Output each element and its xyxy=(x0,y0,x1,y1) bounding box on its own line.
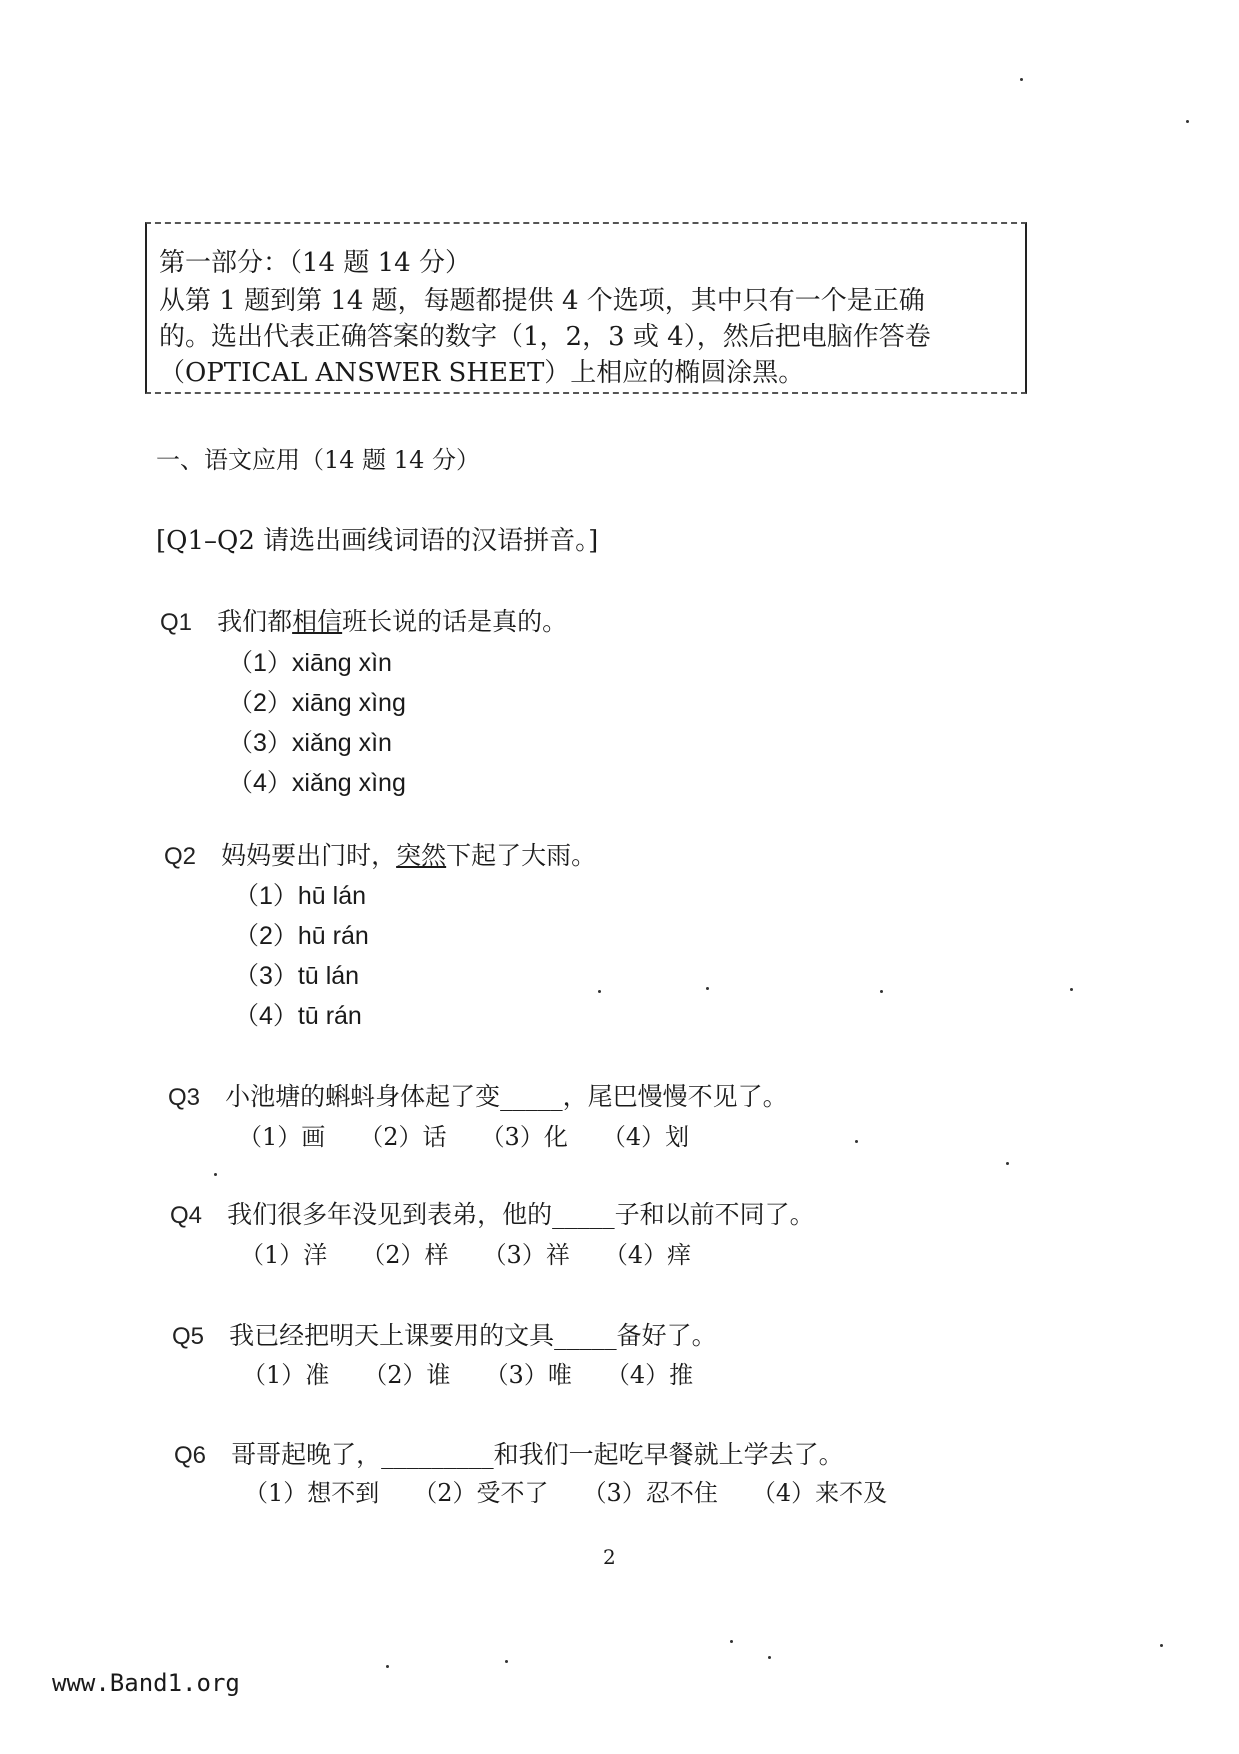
question-q6 xyxy=(174,1435,844,1471)
option: （2）受不了 xyxy=(413,1479,549,1507)
underlined-word: 突然 xyxy=(396,841,447,870)
question-number: Q3 xyxy=(168,1084,201,1111)
option: （1）xiāng xìn xyxy=(228,649,392,677)
speck xyxy=(730,1640,733,1643)
speck xyxy=(1020,78,1023,81)
speck xyxy=(505,1660,508,1663)
instruction-line: （OPTICAL ANSWER SHEET）上相应的椭圆涂黑。 xyxy=(159,358,805,388)
question-text-before: 我们都 xyxy=(217,607,293,636)
question-number: Q4 xyxy=(170,1202,203,1229)
question-number: Q6 xyxy=(174,1442,207,1469)
speck xyxy=(1160,1644,1163,1647)
option: （1）画 xyxy=(238,1123,326,1151)
section-title: 一、语文应用（14 题 14 分） xyxy=(156,446,480,474)
speck xyxy=(1070,988,1073,991)
option: （1）想不到 xyxy=(244,1479,380,1507)
speck xyxy=(214,1173,217,1176)
speck xyxy=(1186,120,1189,123)
page-number: 2 xyxy=(603,1545,616,1569)
question-text: 小池塘的蝌蚪身体起了变_____，尾巴慢慢不见了。 xyxy=(225,1082,788,1111)
option: （3）忍不住 xyxy=(582,1479,718,1507)
speck xyxy=(598,990,601,993)
option: （1）hū lán xyxy=(234,882,367,910)
question-q3 xyxy=(168,1077,788,1113)
speck xyxy=(768,1656,771,1659)
option: （2）xiāng xìng xyxy=(228,689,406,717)
question-text-after: 班长说的话是真的。 xyxy=(342,607,568,636)
question-number: Q5 xyxy=(172,1323,205,1350)
question-text-before: 妈妈要出门时， xyxy=(221,841,397,870)
option: （4）xiǎng xìng xyxy=(228,769,406,797)
option: （4）划 xyxy=(601,1123,690,1151)
speck xyxy=(386,1665,389,1668)
option: （2）话 xyxy=(359,1123,447,1151)
option: （2）谁 xyxy=(363,1361,451,1389)
question-q4 xyxy=(170,1195,815,1231)
speck xyxy=(855,1140,858,1143)
option: （3）tū lán xyxy=(234,962,360,990)
speck xyxy=(1006,1162,1009,1165)
option-row xyxy=(242,1355,727,1390)
instruction-box xyxy=(145,222,1027,394)
question-number: Q1 xyxy=(160,609,193,636)
question-number: Q2 xyxy=(164,843,197,870)
option: （4）来不及 xyxy=(751,1479,888,1507)
speck xyxy=(706,987,709,990)
option: （3）化 xyxy=(480,1123,568,1151)
question-q5 xyxy=(172,1316,717,1352)
option-row xyxy=(240,1235,725,1270)
question-text-after: 下起了大雨。 xyxy=(446,841,597,870)
underlined-word: 相信 xyxy=(292,607,343,636)
option: （1）准 xyxy=(242,1361,330,1389)
group-instruction: [Q1–Q2 请选出画线词语的汉语拼音。] xyxy=(156,526,599,556)
option: （3）唯 xyxy=(484,1361,572,1389)
instruction-line: 从第 1 题到第 14 题，每题都提供 4 个选项，其中只有一个是正确 xyxy=(159,286,925,316)
option: （1）洋 xyxy=(240,1241,328,1269)
option: （2）hū rán xyxy=(234,922,369,950)
option: （2）样 xyxy=(361,1241,449,1269)
option-row xyxy=(244,1473,921,1508)
question-q1 xyxy=(160,602,567,638)
footer-url: www.Band1.org xyxy=(52,1669,240,1697)
option-row xyxy=(238,1117,723,1152)
question-text xyxy=(221,841,596,870)
option: （4）推 xyxy=(605,1361,694,1389)
option: （3）祥 xyxy=(482,1241,570,1269)
instruction-heading: 第一部分：（14 题 14 分） xyxy=(159,248,471,278)
speck xyxy=(880,990,883,993)
question-text xyxy=(217,607,567,636)
option: （3）xiǎng xìn xyxy=(228,729,392,757)
option: （4）痒 xyxy=(603,1241,692,1269)
question-text: 哥哥起晚了，_________和我们一起吃早餐就上学去了。 xyxy=(231,1440,844,1469)
option: （4）tū rán xyxy=(234,1002,362,1030)
question-text: 我们很多年没见到表弟，他的_____子和以前不同了。 xyxy=(227,1200,815,1229)
instruction-line: 的。选出代表正确答案的数字（1，2，3 或 4），然后把电脑作答卷 xyxy=(159,322,931,352)
question-q2 xyxy=(164,836,596,872)
question-text: 我已经把明天上课要用的文具_____备好了。 xyxy=(229,1321,717,1350)
